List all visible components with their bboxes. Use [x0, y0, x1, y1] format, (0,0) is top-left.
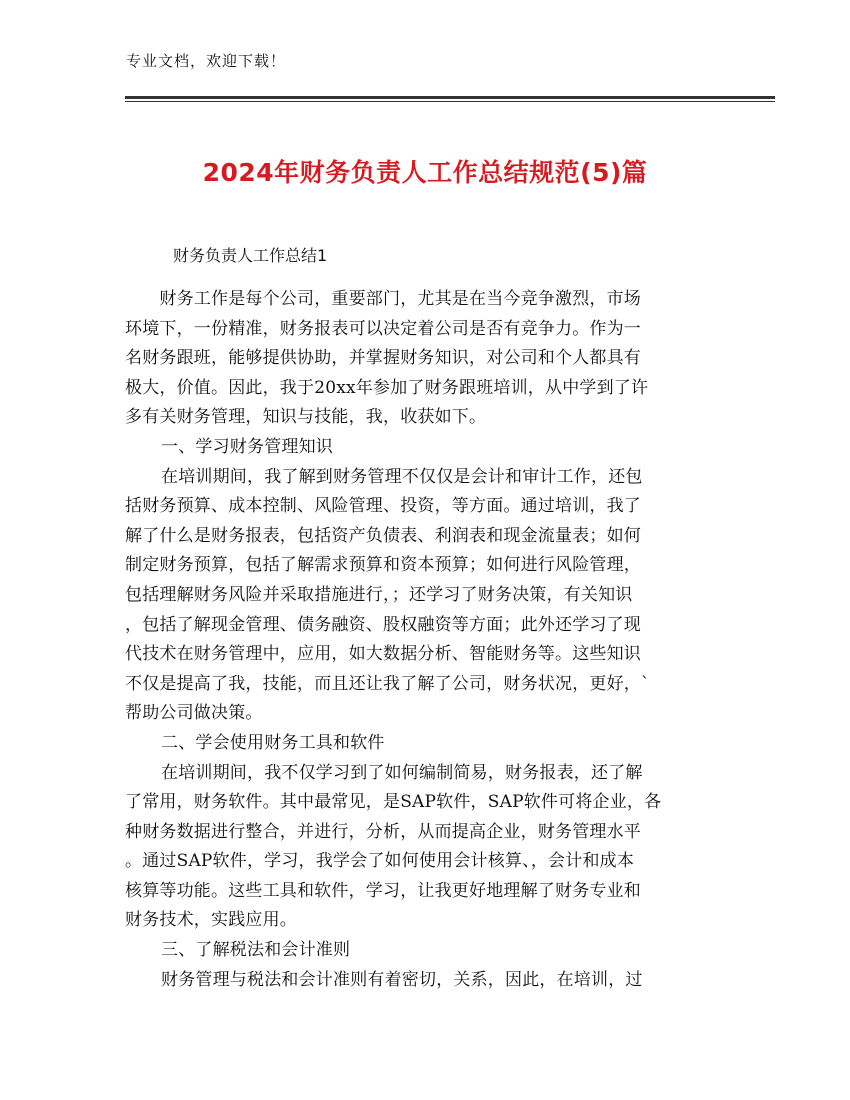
body-text [125, 285, 725, 995]
section-heading: 三、了解税法和会计准则 [161, 940, 351, 961]
header-rule-thick [125, 96, 775, 99]
body-line: 财务技术，实践应用。 [125, 910, 297, 931]
body-line: 代技术在财务管理中，应用，如大数据分析、智能财务等。这些知识 [125, 644, 641, 665]
body-line: 在培训期间，我了解到财务管理不仅仅是会计和审计工作，还包 [161, 466, 643, 487]
body-line: 核算等功能。这些工具和软件，学习，让我更好地理解了财务专业和 [125, 880, 641, 901]
body-line: 制定财务预算，包括了解需求预算和资本预算；如何进行风险管理， [125, 555, 641, 576]
body-line: 不仅是提高了我，技能，而且还让我了解了公司，财务状况，更好，` [125, 673, 650, 694]
body-line: 解了什么是财务报表，包括资产负债表、利润表和现金流量表；如何 [125, 525, 641, 546]
body-line: 括财务预算、成本控制、风险管理、投资，等方面。通过培训，我了 [125, 496, 641, 517]
body-line: 帮助公司做决策。 [125, 703, 263, 724]
body-line: ，包括了解现金管理、债务融资、股权融资等方面；此外还学习了现 [125, 614, 641, 635]
body-line: 了常用，财务软件。其中最常见，是SAP软件，SAP软件可将企业，各 [125, 792, 662, 813]
section-subtitle: 财务负责人工作总结1 [173, 246, 328, 265]
body-line: 包括理解财务风险并采取措施进行，；还学习了财务决策，有关知识 [125, 584, 633, 605]
body-line: 财务工作是每个公司，重要部门，尤其是在当今竞争激烈，市场 [125, 289, 641, 309]
section-heading: 二、学会使用财务工具和软件 [161, 732, 385, 753]
header-text: 专业文档，欢迎下载！ [126, 52, 287, 70]
body-line: 。通过SAP软件，学习，我学会了如何使用会计核算、，会计和成本 [125, 851, 635, 872]
body-line: 在培训期间，我不仅学习到了如何编制简易，财务报表，还了解 [161, 762, 643, 783]
body-line: 种财务数据进行整合，并进行，分析，从而提高企业，财务管理水平 [125, 821, 641, 842]
section-heading: 一、学习财务管理知识 [161, 436, 333, 457]
body-line: 名财务跟班，能够提供协助，并掌握财务知识，对公司和个人都具有 [125, 348, 641, 369]
body-line: 极大，价值。因此，我于20xx年参加了财务跟班培训，从中学到了许 [125, 377, 649, 398]
body-line: 多有关财务管理，知识与技能，我，收获如下。 [125, 407, 487, 428]
body-line: 财务管理与税法和会计准则有着密切，关系，因此，在培训，过 [161, 969, 643, 990]
body-line: 环境下，一份精准，财务报表可以决定着公司是否有竞争力。作为一 [125, 318, 641, 339]
document-title: 2024年财务负责人工作总结规范(5)篇 [202, 158, 648, 187]
header-rule-thin [125, 101, 775, 102]
